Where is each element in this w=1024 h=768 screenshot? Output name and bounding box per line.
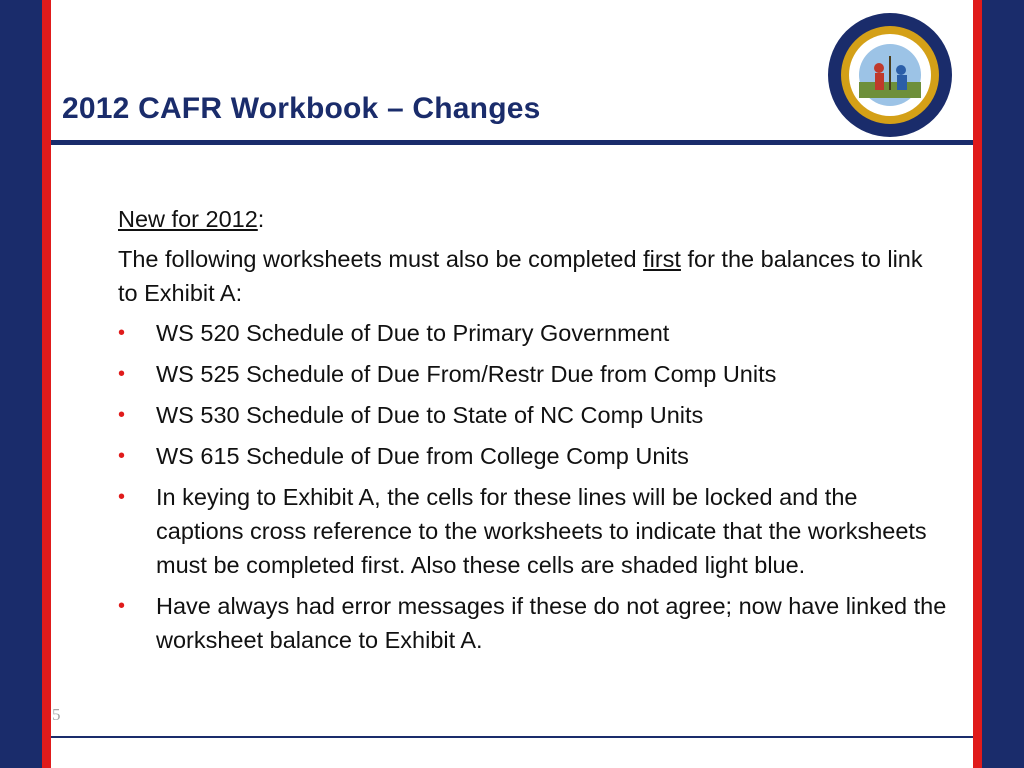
bullet-item — [118, 316, 948, 350]
bullet-text: Have always had error messages if these do not agree; now have linked the worksheet balance to Exhibit A. — [156, 593, 947, 653]
bottom-rule — [51, 736, 973, 738]
intro-line — [118, 242, 948, 310]
bullet-text: WS 525 Schedule of Due From/Restr Due from Comp Units — [156, 361, 777, 387]
bullet-list — [118, 316, 948, 657]
page-number: 5 — [52, 705, 61, 724]
intro-line-emphasis: first — [643, 246, 681, 272]
bullet-item — [118, 589, 948, 657]
new-for-heading-colon: : — [257, 206, 265, 232]
bullet-icon: • — [118, 363, 126, 385]
bullet-icon: • — [118, 445, 126, 467]
bullet-text: WS 530 Schedule of Due to State of NC Comp Units — [156, 402, 704, 428]
bullet-item — [118, 398, 948, 432]
right-red-bar — [973, 0, 982, 768]
new-for-heading — [118, 202, 948, 236]
bullet-text: WS 615 Schedule of Due from College Comp Units — [156, 443, 689, 469]
bullet-icon: • — [118, 322, 126, 344]
left-red-bar — [42, 0, 51, 768]
bullet-item — [118, 480, 948, 582]
bullet-icon: • — [118, 404, 126, 426]
title-rule — [51, 140, 973, 145]
bullet-icon: • — [118, 486, 126, 508]
state-controller-seal-icon — [827, 12, 953, 138]
bullet-text: WS 520 Schedule of Due to Primary Government — [156, 320, 670, 346]
bullet-text: In keying to Exhibit A, the cells for these lines will be locked and the captions cross reference to the worksheets to indicate that the worksheets must be completed first. Also these cells are shaded light blue. — [156, 484, 927, 578]
intro-line-part1: The following worksheets must also be completed — [118, 246, 644, 272]
bullet-item — [118, 439, 948, 473]
slide-content — [118, 202, 948, 664]
intro-line-part2: for the balances to link to Exhibit A: — [118, 246, 923, 306]
slide — [51, 0, 973, 768]
bullet-icon: • — [118, 595, 126, 617]
slide-title: 2012 CAFR Workbook – Changes — [62, 92, 541, 125]
bullet-item — [118, 357, 948, 391]
new-for-heading-text: New for 2012 — [118, 206, 258, 232]
